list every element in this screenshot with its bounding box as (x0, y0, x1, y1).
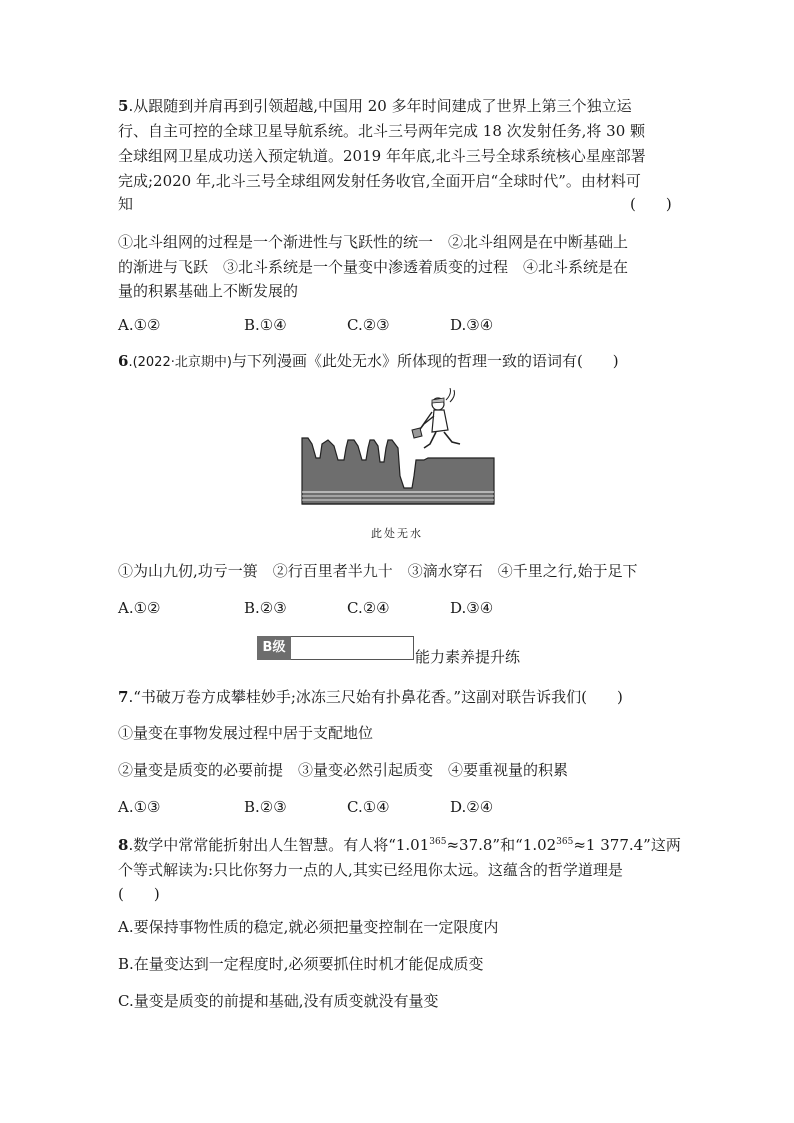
q6-source: .(2022·北京期中) (128, 355, 232, 370)
q6-stem: 6.(2022·北京期中)与下列漫画《此处无水》所体现的哲理一致的语词有( ) (118, 352, 619, 370)
q5-line-3: 全球组网卫星成功送入预定轨道。2019 年年底,北斗三号全球系统核心星座部署 (118, 147, 646, 165)
q6-option-d[interactable]: D.③④ (450, 599, 494, 617)
q5-line-1: 5.从跟随到并肩再到引领超越,中国用 20 多年时间建成了世界上第三个独立运 (118, 97, 632, 115)
q7-statement-2: ②量变是质变的必要前提 ③量变必然引起质变 ④要重视量的积累 (118, 761, 569, 779)
q7-statement-1: ①量变在事物发展过程中居于支配地位 (118, 724, 374, 742)
q5-number: 5 (118, 97, 129, 115)
q5-statement-line-2: 的渐进与飞跃 ③北斗系统是一个量变中渗透着质变的过程 ④北斗系统是在 (118, 258, 629, 276)
q7-option-c[interactable]: C.①④ (347, 798, 390, 816)
q5-statement-line-1: ①北斗组网的过程是一个渐进性与飞跃性的统一 ②北斗组网是在中断基础上 (118, 233, 629, 251)
q6-option-c[interactable]: C.②④ (347, 599, 390, 617)
q6-option-b[interactable]: B.②③ (244, 599, 287, 617)
q7-stem: 7.“书破万卷方成攀桂妙手;冰冻三尺始有扑鼻花香。”这副对联告诉我们( ) (118, 688, 623, 706)
q8-option-b[interactable]: B.在量变达到一定程度时,必须要抓住时机才能促成质变 (118, 955, 484, 973)
q7-option-b[interactable]: B.②③ (244, 798, 287, 816)
q7-number: 7 (118, 688, 129, 706)
cartoon-caption: 此处无水 (371, 527, 423, 540)
q5-option-c[interactable]: C.②③ (347, 316, 390, 334)
q5-statement-line-3: 量的积累基础上不断发展的 (118, 282, 299, 300)
q5-option-b[interactable]: B.①④ (244, 316, 287, 334)
q7-option-a[interactable]: A.①③ (118, 798, 161, 816)
cartoon-image (300, 388, 496, 510)
q8-number: 8 (118, 836, 129, 854)
q8-option-c[interactable]: C.量变是质变的前提和基础,没有质变就没有量变 (118, 992, 439, 1010)
q5-line-2: 行、自主可控的全球卫星导航系统。北斗三号两年完成 18 次发射任务,将 30 颗 (118, 122, 646, 140)
q8-option-a[interactable]: A.要保持事物性质的稳定,就必须把量变控制在一定限度内 (118, 918, 499, 936)
q5-answer-paren: ( ) (630, 195, 672, 213)
q6-option-a[interactable]: A.①② (118, 599, 161, 617)
q5-option-a[interactable]: A.①② (118, 316, 161, 334)
q8-line-1: 8.数学中常常能折射出人生智慧。有人将“$1.01^{365}\approx 37.8$”和“$1.02^{365}\approx 1$ 377.4”这两 (118, 836, 681, 854)
q8-line-2: 个等式解读为:只比你努力一点的人,其实已经甩你太远。这蕴含的哲学道理是 (118, 861, 623, 879)
q7-option-d[interactable]: D.②④ (450, 798, 494, 816)
q6-number: 6 (118, 352, 129, 370)
level-label: 能力素养提升练 (415, 648, 521, 666)
q5-line-5: 知 (118, 195, 134, 213)
level-box (291, 636, 414, 660)
q8-answer-paren: ( ) (118, 885, 160, 903)
q6-statements: ①为山九仞,功亏一篑 ②行百里者半九十 ③滴水穿石 ④千里之行,始于足下 (118, 562, 638, 580)
q5-option-d[interactable]: D.③④ (450, 316, 494, 334)
q5-line-4: 完成;2020 年,北斗三号全球组网发射任务收官,全面开启“全球时代”。由材料可 (118, 172, 641, 190)
level-badge: B级 (257, 636, 291, 660)
